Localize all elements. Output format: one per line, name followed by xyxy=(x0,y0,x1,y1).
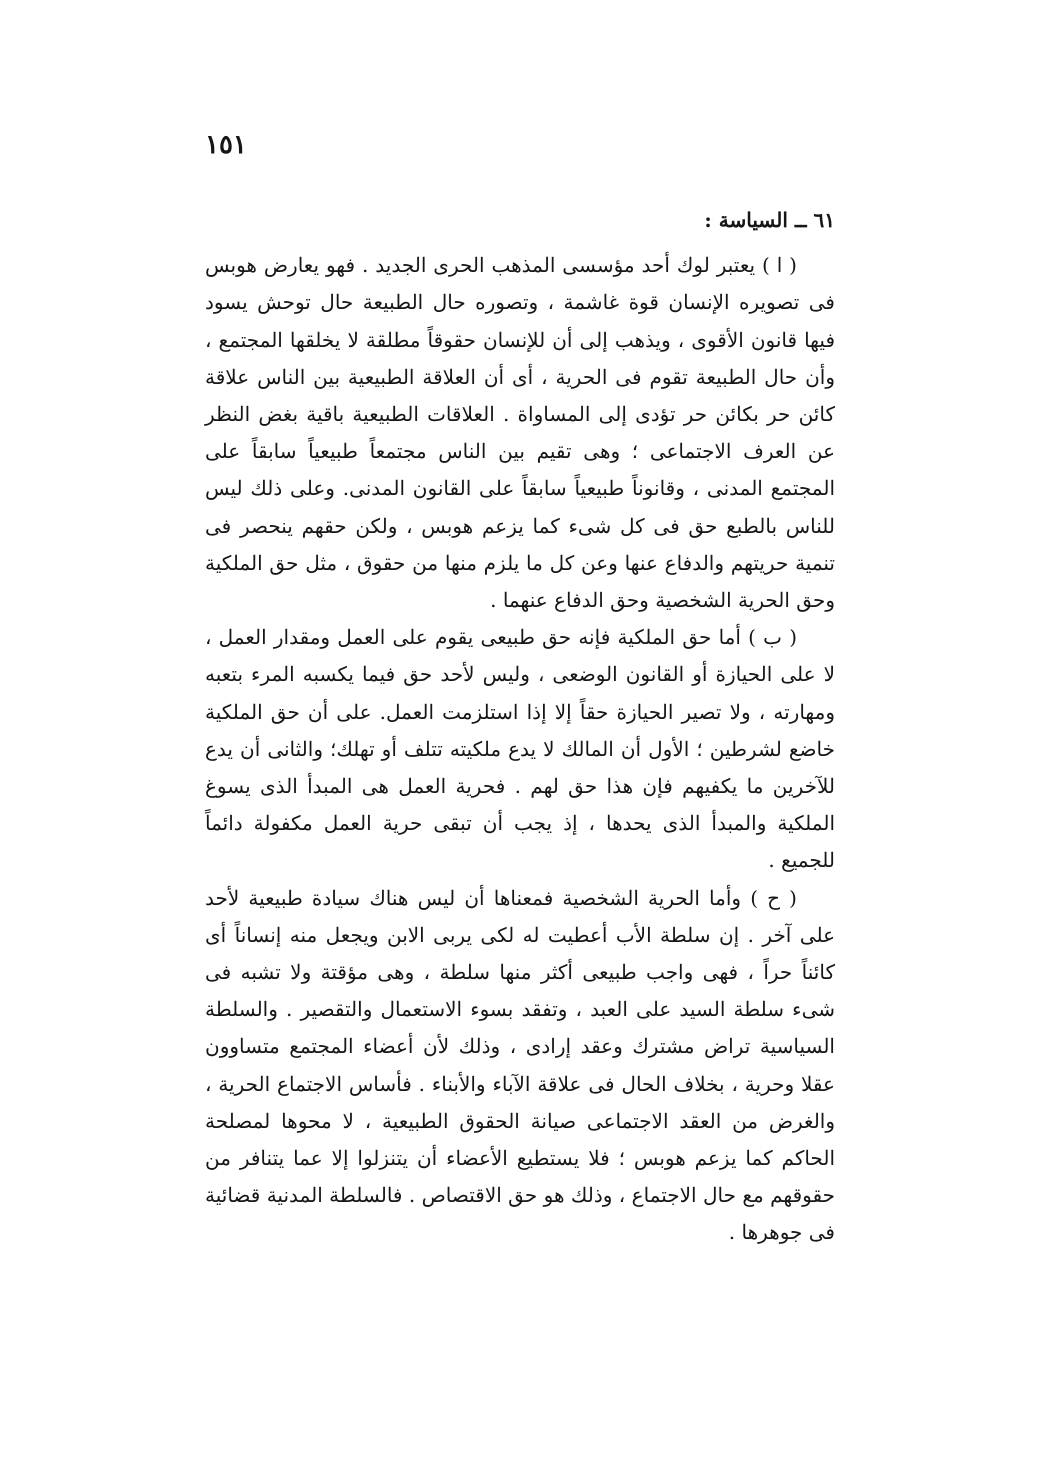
paragraph-c: ( ح ) وأما الحرية الشخصية فمعناها أن ليس هناك سيادة طبيعية لأحد على آخر . إن سلطة الأب أعطيت له لكى يربى الابن ويجعل منه إنساناً أى كائناً حراً ، فهى واجب طبيعى أكثر منها سلطة ، وهى مؤقتة ولا تشبه فى شىء سلطة السيد على العبد ، وتفقد بسوء الاستعمال والتقصير . والسلطة السياسية تراض مشترك وعقد إرادى ، وذلك لأن أعضاء المجتمع متساوون عقلا وحرية ، بخلاف الحال فى علاقة الآباء والأبناء . فأساس الاجتماع الحرية ، والغرض من العقد الاجتماعى صيانة الحقوق الطبيعية ، لا محوها لمصلحة الحاكم كما يزعم هوبس ؛ فلا يستطيع الأعضاء أن يتنزلوا إلا عما يتنافر من حقوقهم مع حال الاجتماع ، وذلك هو حق الاقتصاص . فالسلطة المدنية قضائية فى جوهرها . xyxy=(205,885,835,1245)
paragraph-b: ( ب ) أما حق الملكية فإنه حق طبيعى يقوم على العمل ومقدار العمل ، لا على الحيازة أو القانون الوضعى ، وليس لأحد حق فيما يكسبه المرء بتعبه ومهارته ، ولا تصير الحيازة حقاً إلا إذا استلزمت العمل. على أن حق الملكية خاضع لشرطين ؛ الأول أن المالك لا يدع ملكيته تتلف أو تهلك؛ والثانى أن يدع للآخرين ما يكفيهم فإن هذا حق لهم . فحرية العمل هى المبدأ الذى يسوغ الملكية والمبدأ الذى يحدها ، إذ يجب أن تبقى حرية العمل مكفولة دائماً للجميع . xyxy=(205,625,835,873)
section-heading: ٦١ ــ السياسة : xyxy=(704,208,835,232)
paragraph-a: ( ا ) يعتبر لوك أحد مؤسسى المذهب الحرى الجديد . فهو يعارض هوبس فى تصويره الإنسان قوة غاشمة ، وتصوره حال الطبيعة حال توحش يسود فيها قانون الأقوى ، ويذهب إلى أن للإنسان حقوقاً مطلقة لا يخلقها المجتمع ، وأن حال الطبيعة تقوم فى الحرية ، أى أن العلاقة الطبيعية بين الناس علاقة كائن حر بكائن حر تؤدى إلى المساواة . العلاقات الطبيعية باقية بغض النظر عن العرف الاجتماعى ؛ وهى تقيم بين الناس مجتمعاً طبيعياً سابقاً على المجتمع المدنى ، وقانوناً طبيعياً سابقاً على القانون المدنى. وعلى ذلك ليس للناس بالطبع حق فى كل شىء كما يزعم هوبس ، ولكن حقهم ينحصر فى تنمية حريتهم والدفاع عنها وعن كل ما يلزم منها من حقوق ، مثل حق الملكية وحق الحرية الشخصية وحق الدفاع عنهما . xyxy=(205,253,836,613)
page-number: ١٥١ xyxy=(205,130,247,160)
page-content xyxy=(205,202,835,1252)
